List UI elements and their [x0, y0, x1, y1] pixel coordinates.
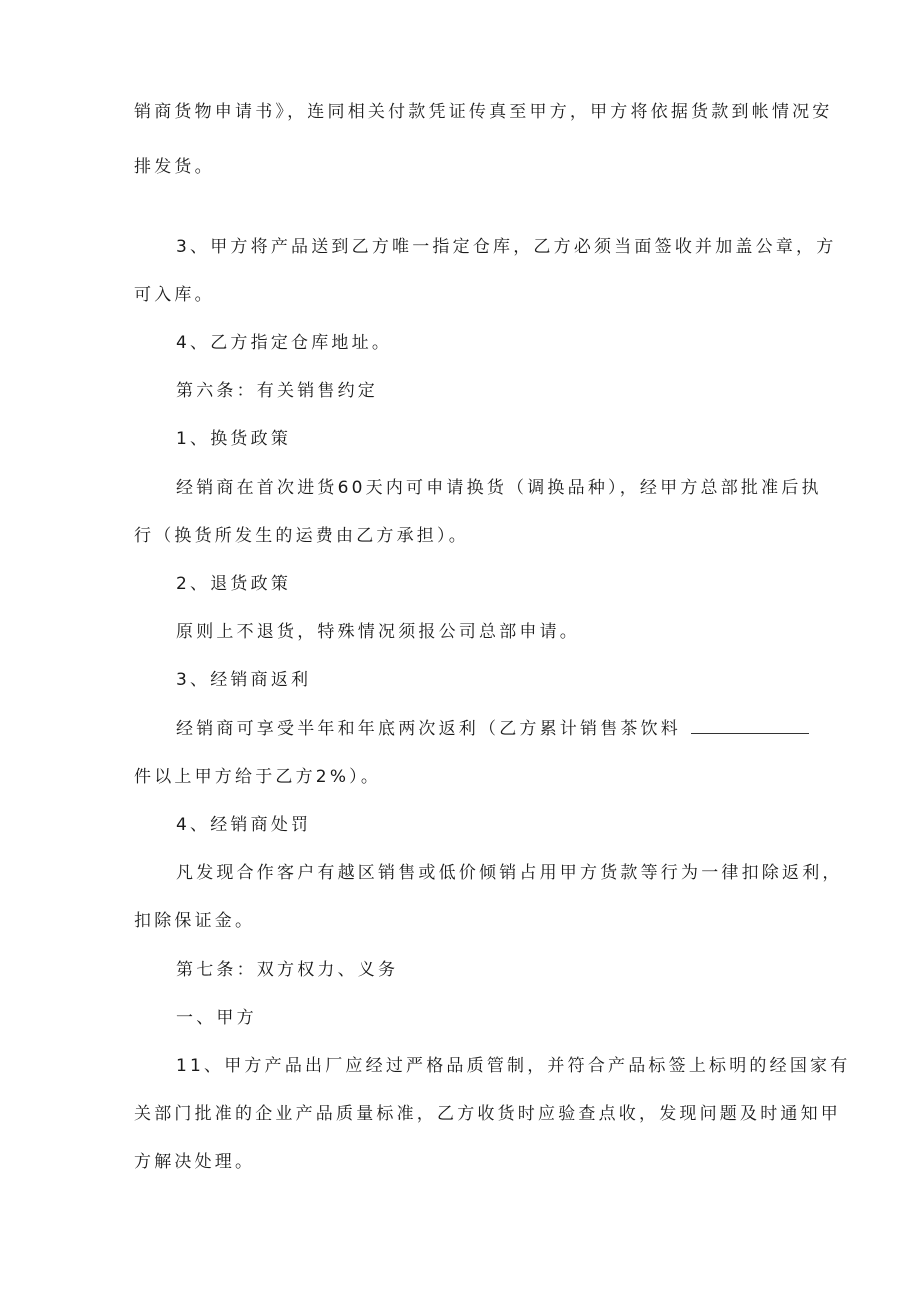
subheading-party-a: 一、甲方 — [176, 1008, 257, 1028]
section-heading-article-6: 第六条：有关销售约定 — [176, 381, 378, 401]
paragraph-line: 方解决处理。 — [134, 1152, 256, 1172]
paragraph-line: 扣除保证金。 — [134, 911, 256, 931]
paragraph-line: 销商货物申请书》，连同相关付款凭证传真至甲方，甲方将依据货款到帐情况安 — [134, 102, 833, 122]
paragraph-line: 凡发现合作客户有越区销售或低价倾销占用甲方货款等行为一律扣除返利， — [176, 863, 843, 883]
section-heading-article-7: 第七条：双方权力、义务 — [176, 960, 399, 980]
subheading-exchange-policy: 1、换货政策 — [176, 429, 292, 449]
clause-4-warehouse: 4、乙方指定仓库地址。 — [176, 333, 393, 353]
paragraph-line: 可入库。 — [134, 285, 215, 305]
subheading-return-policy: 2、退货政策 — [176, 574, 292, 594]
clause-3-delivery: 3、甲方将产品送到乙方唯一指定仓库，乙方必须当面签收并加盖公章，方 — [176, 237, 837, 257]
paragraph-line: 11、甲方产品出厂应经过严格品质管制，并符合产品标签上标明的经国家有 — [176, 1056, 851, 1076]
paragraph-line: 排发货。 — [134, 157, 215, 177]
paragraph-line: 原则上不退货，特殊情况须报公司总部申请。 — [176, 622, 580, 642]
rebate-text: 经销商可享受半年和年底两次返利（乙方累计销售茶饮料 — [176, 719, 681, 739]
subheading-rebate: 3、经销商返利 — [176, 670, 312, 690]
paragraph-line: 经销商在首次进货60天内可申请换货（调换品种），经甲方总部批准后执 — [176, 478, 822, 498]
subheading-penalty: 4、经销商处罚 — [176, 815, 312, 835]
fill-in-blank — [691, 719, 809, 734]
paragraph-line: 关部门批准的企业产品质量标准，乙方收货时应验查点收，发现问题及时通知甲 — [134, 1104, 841, 1124]
paragraph-line: 件以上甲方给于乙方2%）。 — [134, 767, 382, 787]
paragraph-line: 行（换货所发生的运费由乙方承担）。 — [134, 526, 469, 546]
paragraph-line-with-blank — [176, 718, 809, 740]
